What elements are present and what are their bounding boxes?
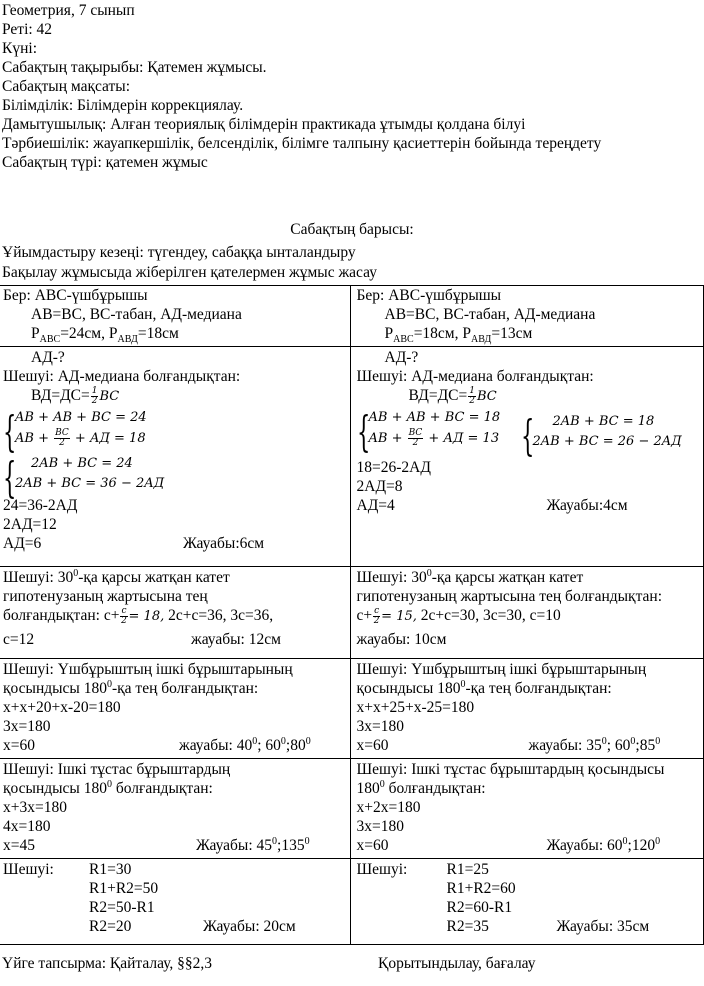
- section-title: Сабақтың барысы:: [290, 221, 414, 238]
- fraction: $\frac{BC}{2}$: [55, 428, 69, 448]
- find-text: АД-?: [384, 349, 419, 366]
- homework-text: Үйге тапсырма: Қайталау, §§2,3: [2, 955, 213, 972]
- equation: 2AB + BC = 18: [552, 414, 655, 429]
- table-row: [0, 286, 704, 567]
- equation-line: х+3х=180: [3, 799, 67, 816]
- solution-text: Шешуі: Үшбұрыштың ішкі бұрыштарының: [356, 661, 647, 678]
- solution-intro: Шешуі: АД-медиана болғандықтан:: [3, 368, 241, 385]
- median-label: ВД=ДС=: [31, 387, 90, 405]
- intro-line: Бақылау жұмысыда жіберілген қателермен жұмыс жасау: [2, 264, 377, 281]
- table-row: [0, 759, 704, 859]
- fraction: $\frac{c}{2}$: [121, 606, 127, 626]
- equation-line: х+2х=180: [356, 799, 421, 816]
- divider: [0, 346, 350, 347]
- condition-text: АВ=ВС, ВС-табан, АД-медиана: [31, 306, 242, 323]
- equation-line: АД=4 Жауабы:4см: [356, 497, 628, 514]
- table-row: [0, 659, 704, 759]
- answer-text: Жауабы: $45^0;135^0$: [196, 835, 310, 854]
- header-line: Білімділік: Білімдерін коррекциялау.: [2, 97, 244, 114]
- equation: 2AB + BC = 26 − 2AД: [532, 434, 682, 449]
- table-cell: [0, 567, 350, 659]
- equation-line: R2=60-R1: [446, 899, 513, 916]
- answer-text: Жауабы: $60^0;120^0$: [546, 835, 661, 854]
- equation-line: 4х=180: [3, 818, 51, 835]
- header-line: Сабақтың түрі: қатемен жұмыс: [2, 154, 208, 171]
- equation-line: х+х+25+х-25=180: [356, 699, 475, 716]
- intro-line: Ұйымдастыру кезеңі: түгендеу, сабаққа ынталандыру: [2, 244, 356, 261]
- divider: [351, 346, 704, 347]
- answer-text: жауабы: 12см: [191, 631, 281, 648]
- answer-text: Жауабы:6см: [183, 535, 265, 552]
- equation-line: 24=36-2АД: [3, 497, 78, 514]
- equation-line: АД=6 Жауабы:6см: [3, 535, 265, 552]
- solution-text: Шешуі: R1=30: [3, 861, 132, 878]
- table-cell: [0, 659, 350, 759]
- solution-text: Шешуі: $30^0-қа$ қарсы жатқан катет: [356, 567, 584, 586]
- equation-line: 18=26-2АД: [356, 459, 431, 476]
- fraction: $\frac{BC}{2}$: [408, 428, 423, 448]
- given-text: Бер: АВС-үшбұрышы: [356, 287, 502, 304]
- equation: 2AB + BC = 36 − 2AД: [15, 476, 165, 491]
- perimeter-text: $Р_{АВС}=24см$, $Р_{АВД}=18см$: [31, 325, 179, 346]
- solution-text: Шешуі: Ішкі тұстас бұрыштардың: [3, 761, 231, 778]
- solution-text: с+ $\frac{c}{2}$ = 15, 2с+с=30, 3с=30, с=10: [356, 606, 561, 626]
- median-text: [357, 387, 704, 409]
- segment-label: BC: [476, 389, 497, 405]
- table-cell: [0, 759, 350, 859]
- solution-intro: Шешуі: АД-медиана болғандықтан:: [356, 368, 594, 385]
- brace-icon: {: [3, 407, 17, 456]
- equation: 2AB + BC = 24: [31, 456, 133, 471]
- solution-text: қосындысы $180^0$ болғандықтан:: [3, 778, 213, 797]
- solutions-table: [0, 285, 704, 945]
- equation: AB + AB + BC = 24: [15, 410, 147, 425]
- equation-system: [520, 411, 682, 460]
- equation-line: 3х=180: [3, 718, 51, 735]
- result-line: х=60 жауабы: $40^0$; $60^0;80^0$: [3, 735, 311, 754]
- condition-text: АВ=ВС, ВС-табан, АД-медиана: [384, 306, 596, 323]
- segment-label: BC: [99, 389, 120, 405]
- fraction: $\frac{1}{2}$: [91, 386, 98, 406]
- equation-line: 3х=180: [356, 818, 404, 835]
- equation-line: 2АД=12: [3, 516, 57, 533]
- table-cell: [350, 659, 704, 759]
- solution-text: гипотенузаның жартысына тең: [3, 588, 208, 605]
- equation-system: [356, 407, 501, 456]
- table-cell: [350, 567, 704, 659]
- answer-text: Жауабы:4см: [546, 497, 628, 514]
- header-line: Тәрбиешілік: жауапкершілік, белсенділік, білімге талпыну қасиеттерін бойында тереңдету: [2, 135, 602, 152]
- equation-line: R2=50-R1: [89, 899, 155, 916]
- intro: [2, 244, 377, 284]
- equation-system: [3, 409, 350, 455]
- equation-line: 3х=180: [356, 718, 404, 735]
- equation-line: 2АД=8: [356, 478, 403, 495]
- header-line: Дамытушылық: Алған теориялық білімдерін практикада ұтымды қолдана білуі: [2, 116, 526, 133]
- result-line: R2=20 Жауабы: 20см: [89, 918, 296, 935]
- given-text: Бер: АВС-үшбұрышы: [3, 287, 148, 304]
- fraction: $\frac{1}{2}$: [469, 386, 475, 406]
- result-line: R2=35 Жауабы: 35см: [446, 918, 650, 935]
- equation-line: х+х+20+х-20=180: [3, 699, 121, 716]
- solution-text: болғандықтан: с+ $\frac{c}{2}$ = 18, 2с+с=36, 3с=36,: [3, 606, 274, 626]
- find-text: АД-?: [31, 349, 65, 366]
- median-text: [3, 387, 350, 409]
- lesson-header: [2, 2, 601, 173]
- solution-text: Шешуі: Ішкі тұстас бұрыштардың қосындысы: [356, 761, 665, 778]
- table-cell: [0, 286, 350, 567]
- equation-system: [3, 453, 350, 502]
- solution-text: гипотенузаның жартысына тең болғандықтан:: [356, 588, 663, 605]
- result-line: х=60 Жауабы: $60^0;120^0$: [356, 835, 661, 854]
- equation-block: [357, 409, 704, 459]
- header-line: Күні:: [2, 40, 37, 57]
- answer-text: жауабы: 10см: [356, 631, 447, 648]
- table-cell: [350, 859, 704, 945]
- solution-text: қосындысы $180^0-қа$ тең болғандықтан:: [356, 678, 612, 697]
- answer-text: жауабы: $40^0$; $60^0;80^0$: [179, 735, 311, 754]
- table-row: [0, 859, 704, 945]
- answer-text: Жауабы: 20см: [203, 918, 296, 935]
- header-line: Сабақтың тақырыбы: Қатемен жұмысы.: [2, 59, 267, 76]
- table-cell: [0, 859, 350, 945]
- header-line: Сабақтың мақсаты:: [2, 78, 131, 95]
- brace-icon: {: [520, 411, 534, 460]
- brace-icon: {: [356, 407, 370, 456]
- equation-line: R1+R2=50: [89, 880, 159, 897]
- fraction: $\frac{c}{2}$: [373, 606, 380, 626]
- header-line: Геометрия, 7 сынып: [2, 2, 135, 19]
- solution-text: қосындысы $180^0-қа$ тең болғандықтан:: [3, 678, 259, 697]
- result-line: с=12 жауабы: 12см: [3, 631, 281, 648]
- answer-text: Жауабы: 35см: [556, 918, 650, 935]
- result-line: х=60 жауабы: $35^0$; $60^0;85^0$: [356, 735, 661, 754]
- equation: AB + $\frac{BC}{2}$ + AД = 18: [15, 428, 146, 448]
- median-label: ВД=ДС=: [408, 387, 468, 405]
- brace-icon: {: [3, 453, 17, 502]
- answer-text: жауабы: $35^0$; $60^0;85^0$: [528, 735, 661, 754]
- table-cell: [350, 759, 704, 859]
- table-row: [0, 567, 704, 659]
- solution-text: Шешуі: Үшбұрыштың ішкі бұрыштарының: [3, 661, 293, 678]
- summary-text: Қорытындылау, бағалау: [378, 955, 536, 972]
- header-line: Реті: 42: [2, 21, 53, 38]
- solution-text: Шешуі: $30^0-қа$ қарсы жатқан катет: [3, 567, 230, 586]
- solution-text: Шешуі: R1=25: [356, 861, 489, 878]
- result-line: х=45 Жауабы: $45^0;135^0$: [3, 835, 310, 854]
- equation: AB + $\frac{BC}{2}$ + AД = 13: [368, 428, 500, 448]
- perimeter-text: $Р_{АВС}=18см$, $Р_{АВД}=13см$: [384, 325, 533, 346]
- table-cell: [350, 286, 704, 567]
- solution-text: $180^0$ болғандықтан:: [356, 778, 486, 797]
- equation: AB + AB + BC = 18: [368, 410, 501, 425]
- equation-line: R1+R2=60: [446, 880, 516, 897]
